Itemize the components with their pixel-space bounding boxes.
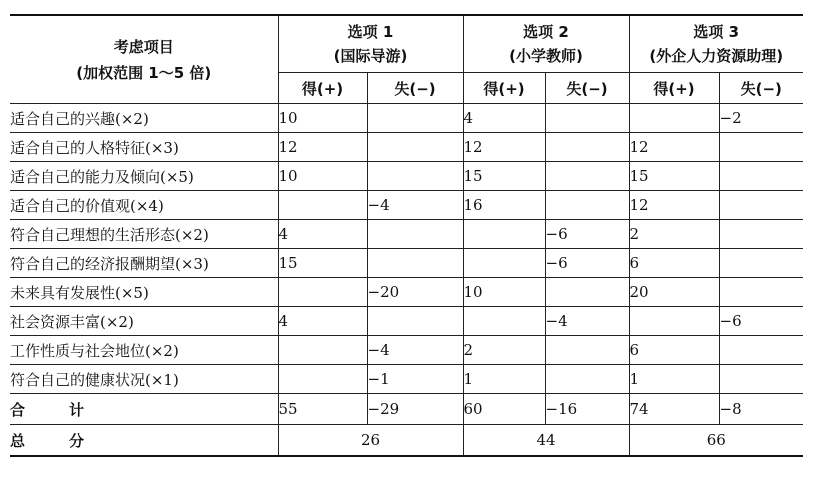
criterion-label: 社会资源丰富(×2) bbox=[10, 307, 278, 336]
table-cell: 1 bbox=[629, 365, 719, 394]
option-2-name: 选项 2 bbox=[523, 23, 569, 41]
criterion-label: 符合自己的经济报酬期望(×3) bbox=[10, 249, 278, 278]
total-row bbox=[10, 425, 803, 457]
criterion-label: 工作性质与社会地位(×2) bbox=[10, 336, 278, 365]
table-cell: −6 bbox=[545, 249, 629, 278]
table-row bbox=[10, 220, 803, 249]
table-row bbox=[10, 249, 803, 278]
table-cell bbox=[463, 307, 545, 336]
table-cell bbox=[719, 249, 803, 278]
table-row bbox=[10, 336, 803, 365]
option-1-detail: (国际导游) bbox=[333, 47, 408, 65]
criterion-label: 未来具有发展性(×5) bbox=[10, 278, 278, 307]
career-decision-table bbox=[10, 14, 803, 457]
sum-cell: −29 bbox=[367, 394, 463, 425]
sum-cell: 74 bbox=[629, 394, 719, 425]
table-cell bbox=[278, 191, 367, 220]
table-cell bbox=[278, 278, 367, 307]
option-3-name: 选项 3 bbox=[693, 23, 740, 41]
table-cell: −4 bbox=[367, 191, 463, 220]
table-cell bbox=[545, 278, 629, 307]
header-row bbox=[10, 15, 803, 73]
table-cell bbox=[545, 336, 629, 365]
option-1-header bbox=[278, 15, 463, 73]
criterion-label: 适合自己的兴趣(×2) bbox=[10, 104, 278, 133]
sum-cell: −8 bbox=[719, 394, 803, 425]
table-cell: 16 bbox=[463, 191, 545, 220]
sum-row bbox=[10, 394, 803, 425]
table-cell: 4 bbox=[278, 307, 367, 336]
criteria-subtitle: (加权范围 1～5 倍) bbox=[76, 63, 212, 82]
table-cell: 6 bbox=[629, 336, 719, 365]
table-row bbox=[10, 191, 803, 220]
sum-cell: 60 bbox=[463, 394, 545, 425]
table-cell: 12 bbox=[463, 133, 545, 162]
option-1-gain-header: 得(+) bbox=[278, 73, 367, 104]
table-cell bbox=[367, 162, 463, 191]
option-2-header bbox=[463, 15, 629, 73]
criterion-label: 符合自己理想的生活形态(×2) bbox=[10, 220, 278, 249]
option-1-total: 26 bbox=[278, 425, 463, 457]
sum-label-char-2: 计 bbox=[69, 400, 87, 419]
sum-cell: 55 bbox=[278, 394, 367, 425]
option-3-total: 66 bbox=[629, 425, 803, 457]
table-cell bbox=[463, 249, 545, 278]
table-cell: 4 bbox=[278, 220, 367, 249]
table-cell: 10 bbox=[278, 104, 367, 133]
total-label-char-1: 总 bbox=[10, 431, 28, 450]
total-label bbox=[10, 425, 278, 457]
table-cell bbox=[367, 249, 463, 278]
table-cell bbox=[629, 104, 719, 133]
table-cell: 6 bbox=[629, 249, 719, 278]
option-3-header bbox=[629, 15, 803, 73]
criteria-header bbox=[10, 15, 278, 104]
table-cell: −1 bbox=[367, 365, 463, 394]
option-1-loss-header: 失(−) bbox=[367, 73, 463, 104]
table-cell bbox=[545, 162, 629, 191]
table-row bbox=[10, 104, 803, 133]
table-cell: 10 bbox=[463, 278, 545, 307]
table-cell: −2 bbox=[719, 104, 803, 133]
sum-label bbox=[10, 394, 278, 425]
table-cell: 15 bbox=[463, 162, 545, 191]
table-cell: 1 bbox=[463, 365, 545, 394]
option-1-name: 选项 1 bbox=[347, 23, 394, 41]
table-cell: 2 bbox=[629, 220, 719, 249]
table-row bbox=[10, 278, 803, 307]
table-cell: 12 bbox=[629, 133, 719, 162]
table-cell: 15 bbox=[629, 162, 719, 191]
table-cell bbox=[719, 133, 803, 162]
table-cell: 12 bbox=[278, 133, 367, 162]
table-cell bbox=[545, 104, 629, 133]
table-cell: −6 bbox=[545, 220, 629, 249]
table-cell bbox=[278, 365, 367, 394]
table-cell bbox=[719, 336, 803, 365]
table-cell bbox=[278, 336, 367, 365]
option-2-loss-header: 失(−) bbox=[545, 73, 629, 104]
table-cell: 12 bbox=[629, 191, 719, 220]
table-cell: −4 bbox=[367, 336, 463, 365]
table-cell bbox=[367, 133, 463, 162]
table-cell bbox=[463, 220, 545, 249]
table-cell bbox=[719, 162, 803, 191]
table-row bbox=[10, 307, 803, 336]
option-3-loss-header: 失(−) bbox=[719, 73, 803, 104]
option-3-detail: (外企人力资源助理) bbox=[649, 47, 784, 65]
option-2-gain-header: 得(+) bbox=[463, 73, 545, 104]
table-cell bbox=[367, 307, 463, 336]
option-2-detail: (小学教师) bbox=[509, 47, 583, 65]
table-row bbox=[10, 133, 803, 162]
table-row bbox=[10, 365, 803, 394]
sum-label-char-1: 合 bbox=[10, 400, 28, 419]
table-cell: 10 bbox=[278, 162, 367, 191]
option-2-total: 44 bbox=[463, 425, 629, 457]
table-cell bbox=[367, 220, 463, 249]
table-cell bbox=[719, 278, 803, 307]
table-cell bbox=[545, 365, 629, 394]
table-row bbox=[10, 162, 803, 191]
table-cell: 2 bbox=[463, 336, 545, 365]
table-cell bbox=[545, 133, 629, 162]
table-cell bbox=[719, 191, 803, 220]
table-cell: 20 bbox=[629, 278, 719, 307]
total-label-char-2: 分 bbox=[69, 431, 87, 450]
table-cell bbox=[367, 104, 463, 133]
criterion-label: 适合自己的价值观(×4) bbox=[10, 191, 278, 220]
sum-cell: −16 bbox=[545, 394, 629, 425]
criterion-label: 适合自己的能力及倾向(×5) bbox=[10, 162, 278, 191]
criterion-label: 符合自己的健康状况(×1) bbox=[10, 365, 278, 394]
criterion-label: 适合自己的人格特征(×3) bbox=[10, 133, 278, 162]
table-cell: 4 bbox=[463, 104, 545, 133]
criteria-title: 考虑项目 bbox=[113, 37, 174, 56]
table-cell bbox=[629, 307, 719, 336]
table-cell bbox=[545, 191, 629, 220]
table-cell: −20 bbox=[367, 278, 463, 307]
table-cell bbox=[719, 220, 803, 249]
table-cell: −4 bbox=[545, 307, 629, 336]
option-3-gain-header: 得(+) bbox=[629, 73, 719, 104]
table-cell bbox=[719, 365, 803, 394]
table-cell: 15 bbox=[278, 249, 367, 278]
table-cell: −6 bbox=[719, 307, 803, 336]
